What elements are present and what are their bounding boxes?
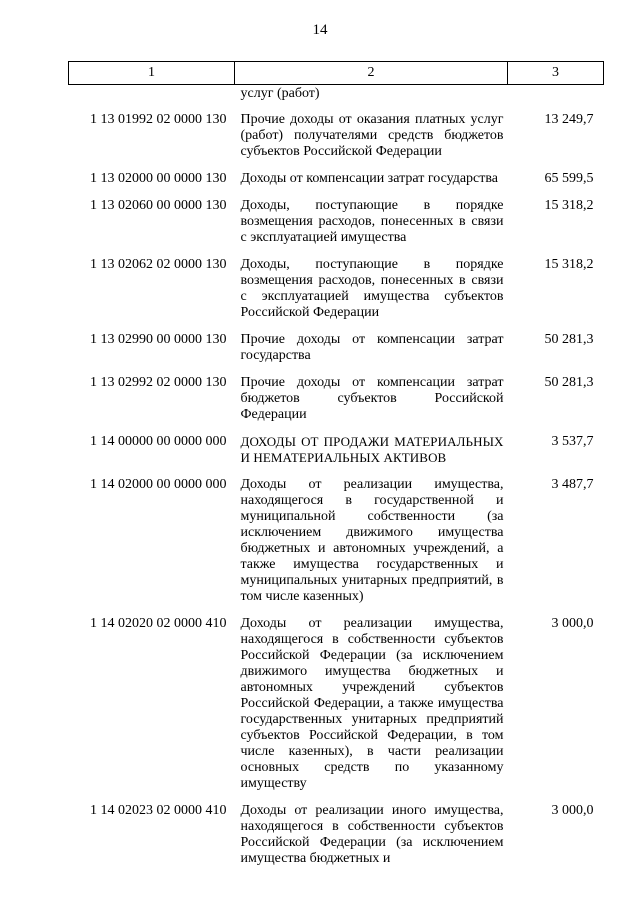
table-row bbox=[69, 85, 604, 113]
row-amount: 50 281,3 bbox=[544, 332, 594, 347]
row-name: Доходы от реализации иного имущества, находящегося в собственности субъектов Российской Федерации (за исключением имущества бюджетных и bbox=[240, 803, 504, 866]
table-row bbox=[69, 434, 604, 477]
row-code: 1 14 00000 00 0000 000 bbox=[90, 434, 227, 449]
page-number: 14 bbox=[312, 22, 328, 38]
table-row bbox=[69, 803, 604, 867]
row-code: 1 13 02000 00 0000 130 bbox=[90, 171, 227, 186]
row-amount: 3 000,0 bbox=[551, 616, 594, 631]
row-name: Доходы от реализации имущества, находящегося в государственной и муниципальной собственности (за исключением движимого имущества бюджетных и автономных учреждений, а также имущества государственных и муниципальных унитарных предприятий, в том числе казенных) bbox=[240, 477, 504, 604]
row-code: 1 14 02020 02 0000 410 bbox=[90, 616, 227, 631]
row-amount: 15 318,2 bbox=[544, 198, 594, 213]
table-row bbox=[69, 477, 604, 616]
column-header-code: 1 bbox=[69, 62, 235, 85]
row-name: Доходы, поступающие в порядке возмещения расходов, понесенных в связи с эксплуатацией имущества bbox=[240, 198, 504, 245]
row-name: Доходы, поступающие в порядке возмещения расходов, понесенных в связи с эксплуатацией имущества субъектов Российской Федерации bbox=[240, 257, 504, 320]
row-amount: 13 249,7 bbox=[544, 112, 594, 127]
row-amount: 3 487,7 bbox=[551, 477, 594, 492]
row-code: 1 13 02062 02 0000 130 bbox=[90, 257, 227, 272]
row-code: 1 14 02000 00 0000 000 bbox=[90, 477, 227, 492]
row-code bbox=[69, 85, 235, 113]
row-code: 1 13 01992 02 0000 130 bbox=[90, 112, 227, 127]
row-amount: 50 281,3 bbox=[544, 375, 594, 390]
row-name: Прочие доходы от оказания платных услуг (работ) получателями средств бюджетов субъектов Российской Федерации bbox=[240, 112, 504, 159]
table-row bbox=[69, 171, 604, 198]
row-amount: 3 537,7 bbox=[551, 434, 594, 449]
row-amount: 3 000,0 bbox=[551, 803, 594, 818]
row-amount: 65 599,5 bbox=[544, 171, 594, 186]
row-name: услуг (работ) bbox=[240, 86, 320, 101]
column-header-name: 2 bbox=[235, 62, 508, 85]
row-name: ДОХОДЫ ОТ ПРОДАЖИ МАТЕРИАЛЬНЫХ И НЕМАТЕРИАЛЬНЫХ АКТИВОВ bbox=[240, 434, 504, 465]
table-row bbox=[69, 112, 604, 171]
row-name: Прочие доходы от компенсации затрат бюджетов субъектов Российской Федерации bbox=[240, 375, 504, 422]
column-header-amount: 3 bbox=[508, 62, 604, 85]
row-code: 1 14 02023 02 0000 410 bbox=[90, 803, 227, 818]
table-row bbox=[69, 332, 604, 375]
table-row bbox=[69, 375, 604, 434]
row-name: Прочие доходы от компенсации затрат государства bbox=[240, 332, 504, 363]
row-amount: 15 318,2 bbox=[544, 257, 594, 272]
row-code: 1 13 02992 02 0000 130 bbox=[90, 375, 227, 390]
table-header-row bbox=[69, 62, 604, 85]
table-row bbox=[69, 616, 604, 803]
revenue-table bbox=[68, 61, 604, 867]
row-code: 1 13 02990 00 0000 130 bbox=[90, 332, 227, 347]
row-code: 1 13 02060 00 0000 130 bbox=[90, 198, 227, 213]
table-row bbox=[69, 198, 604, 257]
row-amount bbox=[508, 85, 604, 113]
table-row bbox=[69, 257, 604, 332]
row-name: Доходы от компенсации затрат государства bbox=[240, 171, 499, 186]
row-name: Доходы от реализации имущества, находящегося в собственности субъектов Российской Федерации (за исключением движимого имущества бюджетных и автономных учреждений субъектов Российской Федерации, а также имущества государственных унитарных предприятий субъектов Российской Федерации, в том числе казенных), в части реализации основных средств по указанному имуществу bbox=[240, 616, 504, 791]
